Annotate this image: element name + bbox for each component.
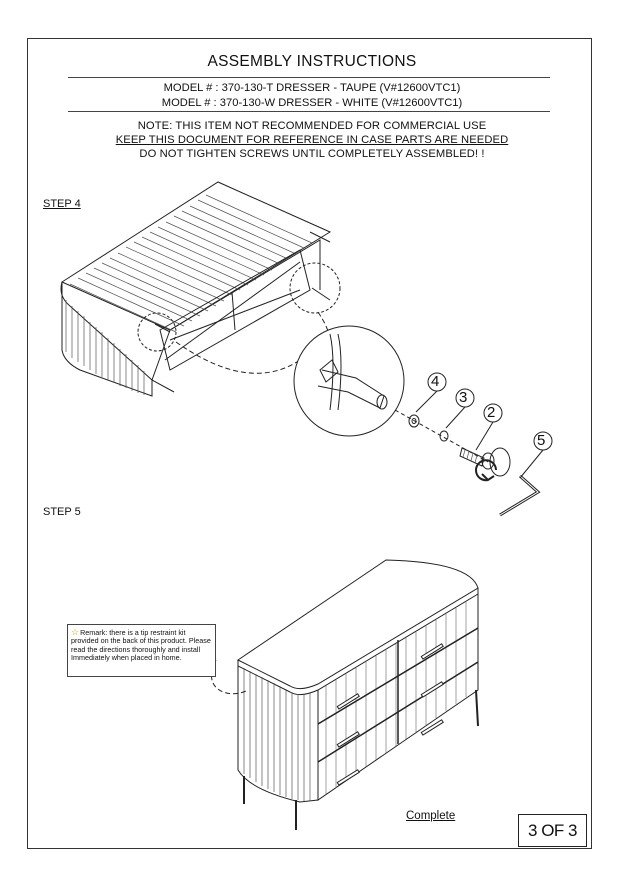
complete-label: Complete [406, 810, 456, 822]
step-4-label: STEP 4 [43, 198, 81, 210]
model-line-2: MODEL # : 370-130-W DRESSER - WHITE (V#12600VTC1) [161, 97, 463, 109]
remark-text: Remark: there is a tip restraint kit provided on the back of this product. Please read the directions thoroughly and install Immediately when placed in home. [71, 628, 211, 663]
part-number-5: 5 [537, 432, 546, 449]
page-title: ASSEMBLY INSTRUCTIONS [207, 53, 417, 70]
part-number-2: 2 [487, 404, 496, 421]
part-number-4: 4 [431, 373, 440, 390]
step-5-label: STEP 5 [43, 506, 81, 518]
note-do-not-tighten: DO NOT TIGHTEN SCREWS UNTIL COMPLETELY ASSEMBLED! ! [139, 148, 485, 160]
part-number-3: 3 [459, 389, 468, 406]
star-icon: ☆ [71, 627, 80, 637]
page-number: 3 OF 3 [518, 814, 587, 847]
model-line-1: MODEL # : 370-130-T DRESSER - TAUPE (V#12600VTC1) [163, 82, 461, 94]
note-commercial: NOTE: THIS ITEM NOT RECOMMENDED FOR COMMERCIAL USE [137, 120, 487, 132]
remark-box [67, 624, 216, 677]
note-keep-document: KEEP THIS DOCUMENT FOR REFERENCE IN CASE PARTS ARE NEEDED [115, 134, 509, 146]
